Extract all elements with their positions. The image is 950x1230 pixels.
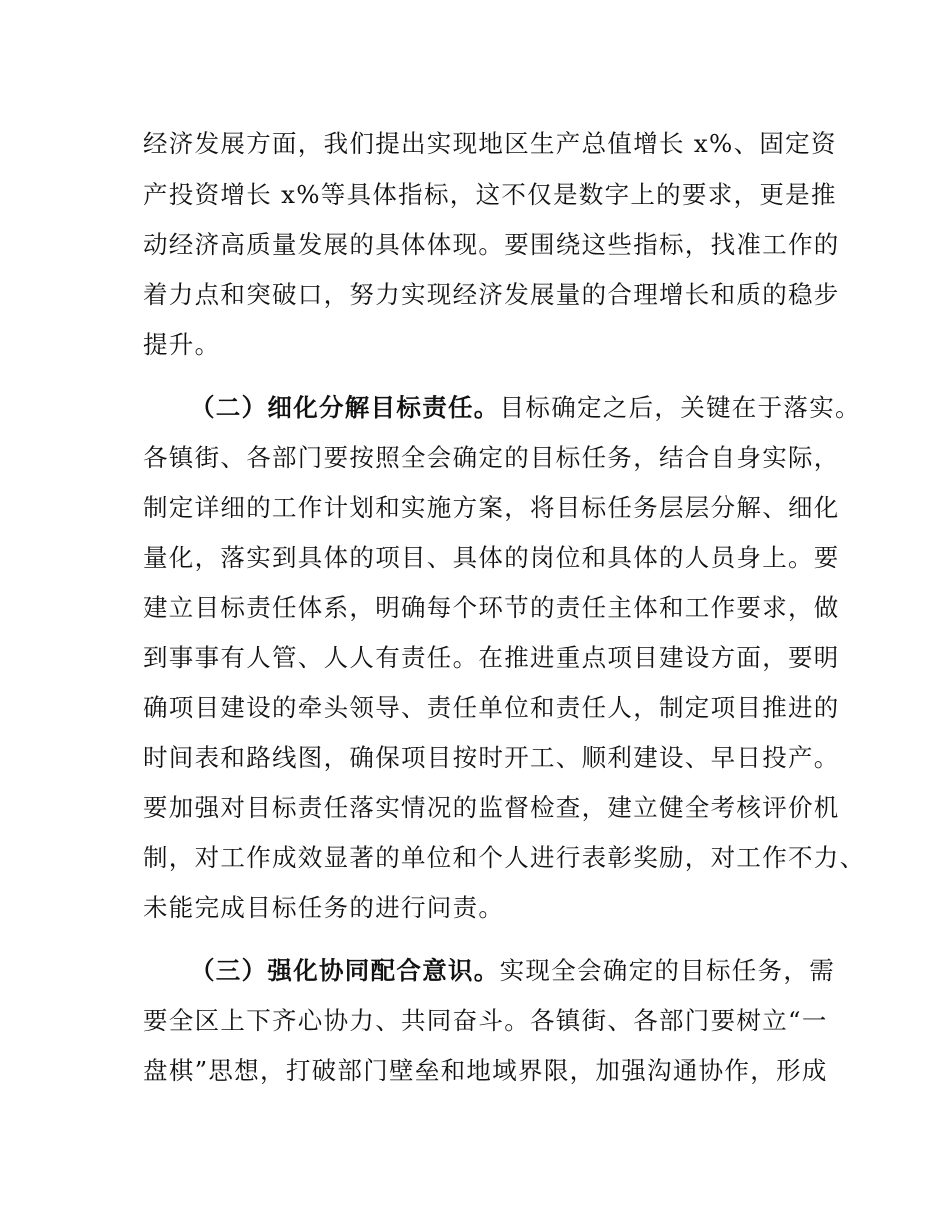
paragraph-2-line-5: 建立目标责任体系，明确每个环节的责任主体和工作要求，做	[143, 593, 840, 622]
paragraph-3-line-3: 盘棋”思想，打破部门壁垒和地域界限，加强沟通协作，形成	[143, 1056, 828, 1085]
paragraph-2-line-10: 制，对工作成效显著的单位和个人进行表彰奖励，对工作不力、	[143, 843, 866, 872]
paragraph-1-line-1: 经济发展方面，我们提出实现地区生产总值增长 x%、固定资	[143, 129, 837, 158]
paragraph-1-line-5: 提升。	[143, 330, 221, 359]
paragraph-3-line-2: 要全区上下齐心协力、共同奋斗。各镇街、各部门要树立“一	[143, 1006, 828, 1035]
paragraph-2-first-line	[190, 393, 861, 423]
paragraph-3-first-line-text: 实现全会确定的目标任务，需	[499, 956, 836, 985]
paragraph-2-line-6: 到事事有人管、人人有责任。在推进重点项目建设方面，要明	[143, 643, 840, 672]
paragraph-1-line-2: 产投资增长 x%等具体指标，这不仅是数字上的要求，更是推	[143, 180, 837, 209]
paragraph-2-line-7: 确项目建设的牵头领导、责任单位和责任人，制定项目推进的	[143, 693, 840, 722]
paragraph-2-line-2: 各镇街、各部门要按照全会确定的目标任务，结合自身实际，	[143, 443, 840, 472]
paragraph-2-line-3: 制定详细的工作计划和实施方案，将目标任务层层分解、细化	[143, 493, 840, 522]
paragraph-2-first-line-text: 目标确定之后，关键在于落实。	[499, 393, 861, 422]
paragraph-2-line-11: 未能完成目标任务的进行问责。	[143, 893, 505, 922]
paragraph-2-line-9: 要加强对目标责任落实情况的监督检查，建立健全考核评价机	[143, 793, 840, 822]
paragraph-2-line-4: 量化，落实到具体的项目、具体的岗位和具体的人员身上。要	[143, 543, 840, 572]
paragraph-3-first-line	[190, 956, 835, 986]
paragraph-2-line-8: 时间表和路线图，确保项目按时开工、顺利建设、早日投产。	[143, 743, 840, 772]
paragraph-1-line-4: 着力点和突破口，努力实现经济发展量的合理增长和质的稳步	[143, 280, 840, 309]
section-heading-2: （二）细化分解目标责任。	[190, 393, 500, 422]
section-heading-3: （三）强化协同配合意识。	[190, 956, 500, 985]
paragraph-1-line-3: 动经济高质量发展的具体体现。要围绕这些指标，找准工作的	[143, 230, 840, 259]
